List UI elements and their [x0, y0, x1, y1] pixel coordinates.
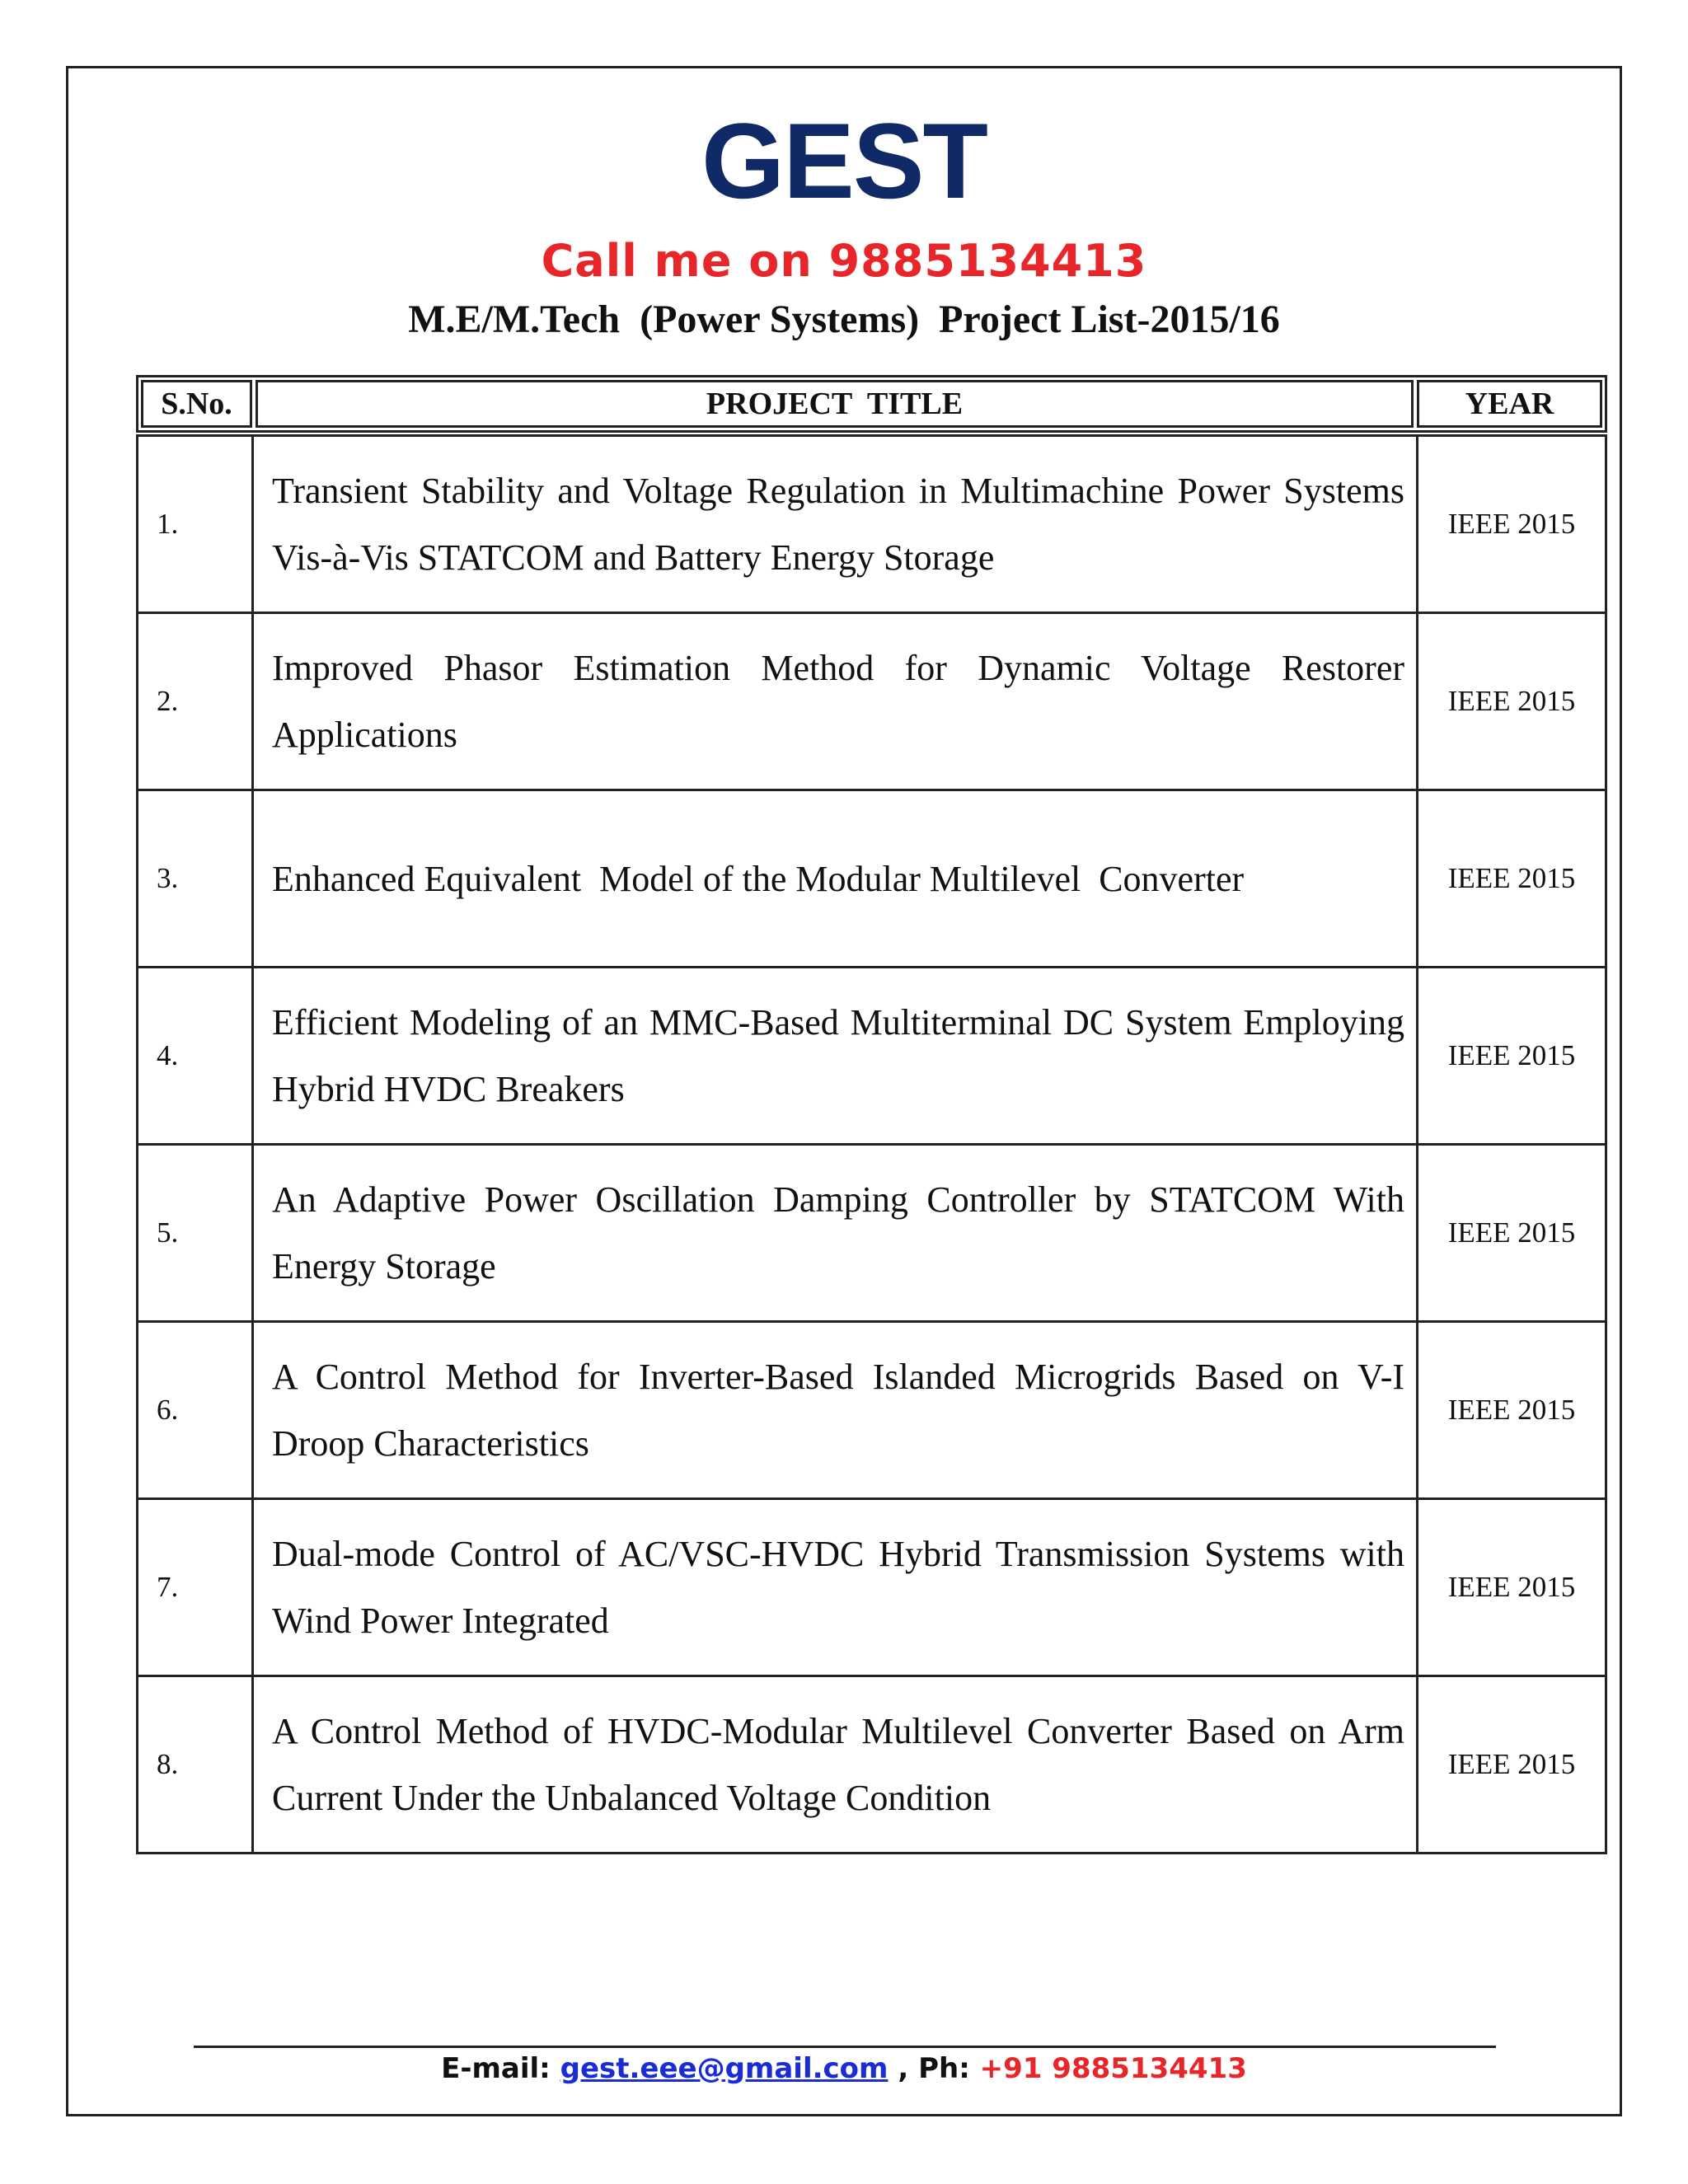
row-sno: 2.: [138, 614, 254, 789]
footer-divider: [194, 2046, 1496, 2048]
row-sno: 1.: [138, 437, 254, 612]
row-sno: 7.: [138, 1500, 254, 1675]
row-title: [254, 1323, 1418, 1497]
email-link[interactable]: gest.eee@gmail.com: [560, 2052, 889, 2085]
row-year: IEEE 2015: [1447, 1216, 1576, 1249]
row-year: IEEE 2015: [1447, 1571, 1576, 1603]
row-title: [254, 614, 1418, 789]
row-sno: 8.: [138, 1677, 254, 1852]
row-sno: 4.: [138, 968, 254, 1143]
table-row: [138, 1675, 1605, 1852]
phone-number: +91 9885134413: [979, 2052, 1247, 2085]
table-header: [136, 375, 1607, 433]
row-sno: 6.: [138, 1323, 254, 1497]
table-row: [138, 1497, 1605, 1675]
row-title: [254, 791, 1418, 966]
row-title: [254, 437, 1418, 612]
row-year: IEEE 2015: [1447, 1748, 1576, 1780]
row-title-text: Transient Stability and Voltage Regulation in Multimachine Power Systems Vis-à-Vis STATCOM and Battery Energy Storage: [272, 471, 1404, 578]
column-header-sno: S.No.: [141, 380, 252, 428]
project-table: [136, 434, 1607, 1854]
table-row: [138, 789, 1605, 966]
row-title-text: Enhanced Equivalent Model of the Modular Multilevel Converter: [272, 858, 1245, 899]
row-title: [254, 1146, 1418, 1320]
column-header-year: YEAR: [1417, 380, 1602, 428]
brand-logo: GEST: [701, 101, 987, 221]
row-year: IEEE 2015: [1447, 1039, 1576, 1071]
row-title: [254, 1500, 1418, 1675]
page-title: M.E/M.Tech (Power Systems) Project List-2015/16: [408, 298, 1280, 341]
row-sno: 5.: [138, 1146, 254, 1320]
row-title: [254, 968, 1418, 1143]
row-title-text: A Control Method for Inverter-Based Islanded Microgrids Based on V-I Droop Characteristics: [272, 1357, 1404, 1464]
table-row: [138, 1143, 1605, 1320]
row-year: IEEE 2015: [1447, 1394, 1576, 1426]
row-title: [254, 1677, 1418, 1852]
row-sno: 3.: [138, 791, 254, 966]
call-line: Call me on 9885134413: [541, 235, 1147, 287]
table-row: [138, 434, 1605, 612]
phone-label: , Ph:: [898, 2052, 970, 2085]
row-title-text: A Control Method of HVDC-Modular Multilevel Converter Based on Arm Current Under the Unbalanced Voltage Condition: [272, 1711, 1404, 1818]
table-row: [138, 966, 1605, 1143]
row-title-text: Dual-mode Control of AC/VSC-HVDC Hybrid Transmission Systems with Wind Power Integrated: [272, 1534, 1404, 1641]
column-header-title: PROJECT TITLE: [256, 380, 1414, 428]
row-title-text: Improved Phasor Estimation Method for Dynamic Voltage Restorer Applications: [272, 648, 1404, 755]
footer: [0, 2052, 1688, 2085]
row-year: IEEE 2015: [1447, 862, 1576, 894]
table-row: [138, 1320, 1605, 1497]
row-year: IEEE 2015: [1447, 508, 1576, 540]
row-title-text: An Adaptive Power Oscillation Damping Controller by STATCOM With Energy Storage: [272, 1179, 1404, 1286]
row-year: IEEE 2015: [1447, 685, 1576, 717]
table-row: [138, 612, 1605, 789]
row-title-text: Efficient Modeling of an MMC-Based Multiterminal DC System Employing Hybrid HVDC Breakers: [272, 1002, 1404, 1109]
email-label: E-mail:: [441, 2052, 551, 2085]
